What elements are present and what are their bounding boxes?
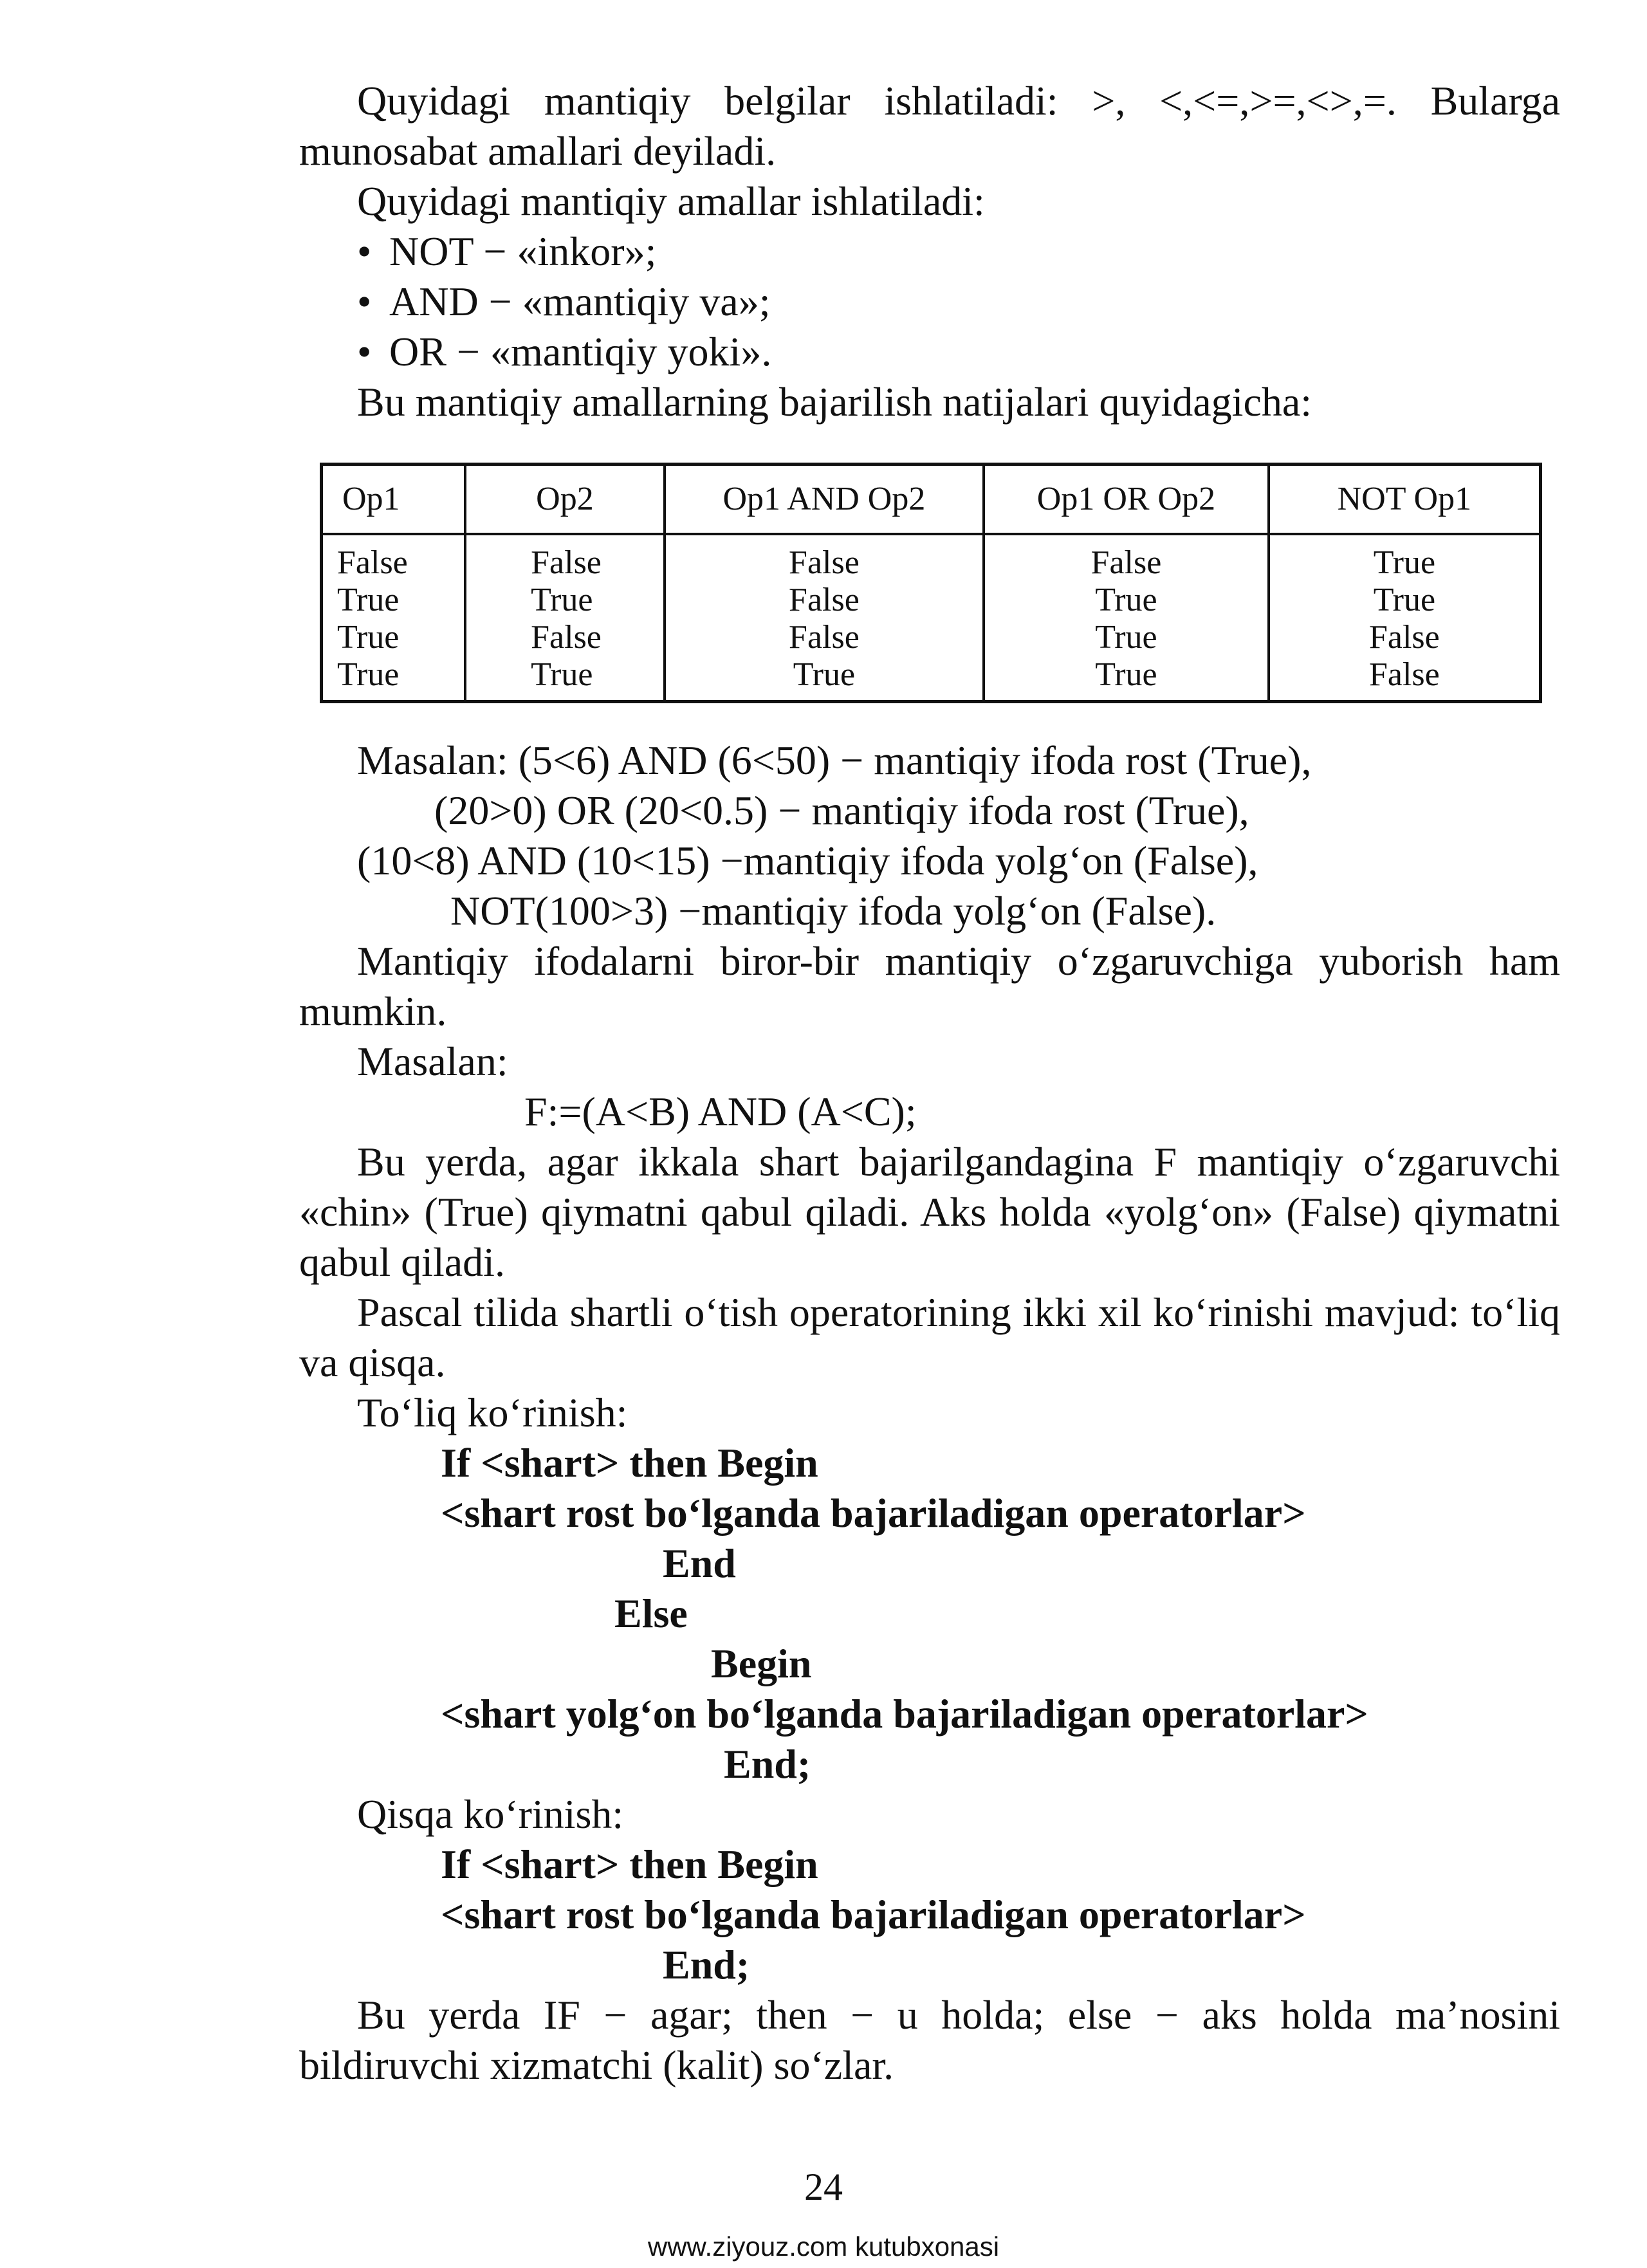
- table-cell: True: [984, 582, 1269, 619]
- bullet-dot: •: [357, 329, 372, 374]
- table-cell: False: [984, 534, 1269, 582]
- code-full-line-3: End: [663, 1540, 736, 1586]
- table-cell: True: [984, 656, 1269, 702]
- header-op2: Op2: [465, 465, 665, 535]
- bullet-text: NOT − «inkor»;: [389, 228, 657, 274]
- table-cell: True: [465, 582, 665, 619]
- code-short-line-2: <shart rost bo‘lganda bajariladigan operatorlar>: [441, 1892, 1306, 1937]
- bullet-not: [299, 226, 1560, 277]
- bullet-dot: •: [357, 228, 372, 274]
- paragraph-keywords: Bu yerda IF − agar; then − u holda; else − aks holda ma’nosini bildiruvchi xizmatchi (kalit) so‘zlar.: [299, 1992, 1560, 2088]
- code-full-line-4: Else: [614, 1590, 688, 1636]
- paragraph-pascal-forms: Pascal tilida shartli o‘tish operatorining ikki xil ko‘rinishi mavjud: to‘liq va qisqa.: [299, 1289, 1560, 1385]
- header-and: Op1 AND Op2: [665, 465, 984, 535]
- paragraph-short-form-label: Qisqa ko‘rinish:: [357, 1791, 624, 1837]
- table-cell: False: [665, 534, 984, 582]
- table-cell: True: [984, 619, 1269, 656]
- table-cell: False: [665, 582, 984, 619]
- header-not: NOT Op1: [1269, 465, 1541, 535]
- table-cell: False: [322, 534, 466, 582]
- truth-table-wrapper: [320, 463, 1560, 703]
- example-line-4: NOT(100>3) −mantiqiy ifoda yolg‘on (False).: [450, 888, 1217, 934]
- table-cell: True: [1269, 534, 1541, 582]
- table-cell: True: [322, 582, 466, 619]
- table-cell: False: [1269, 656, 1541, 702]
- bullet-and: [299, 277, 1560, 327]
- paragraph-explanation: Bu yerda, agar ikkala shart bajarilgandagina F mantiqiy o‘zgaruvchi «chin» (True) qiymatni qabul qiladi. Aks holda «yolg‘on» (False) qiymatni qabul qiladi.: [299, 1139, 1560, 1285]
- code-full-line-1: If <shart> then Begin: [441, 1440, 818, 1486]
- paragraph-masalan: Masalan:: [357, 1038, 508, 1084]
- table-row: [322, 582, 1541, 619]
- table-row: [322, 534, 1541, 582]
- truth-table-header-row: [322, 465, 1541, 535]
- table-cell: True: [322, 619, 466, 656]
- formula-line: F:=(A<B) AND (A<C);: [524, 1089, 917, 1134]
- code-full-line-2: <shart rost bo‘lganda bajariladigan operatorlar>: [441, 1490, 1306, 1536]
- bullet-or: [299, 327, 1560, 377]
- code-full-line-7: End;: [724, 1741, 811, 1787]
- table-cell: False: [665, 619, 984, 656]
- paragraph-full-form-label: To‘liq ko‘rinish:: [357, 1390, 628, 1435]
- bullet-dot: •: [357, 279, 372, 324]
- bullet-text: AND − «mantiqiy va»;: [389, 279, 771, 324]
- table-cell: False: [1269, 619, 1541, 656]
- table-cell: False: [465, 619, 665, 656]
- paragraph-relational-ops: Quyidagi mantiqiy belgilar ishlatiladi: >, <,<=,>=,<>,=. Bularga munosabat amallari deyiladi.: [299, 78, 1560, 174]
- header-op1: Op1: [322, 465, 466, 535]
- example-line-1: Masalan: (5<6) AND (6<50) − mantiqiy ifoda rost (True),: [357, 737, 1312, 783]
- code-full-line-5: Begin: [711, 1641, 812, 1686]
- bullet-text: OR − «mantiqiy yoki».: [389, 329, 772, 374]
- code-full-line-6: <shart yolg‘on bo‘lganda bajariladigan operatorlar>: [441, 1691, 1368, 1737]
- page-number: 24: [804, 2166, 843, 2208]
- header-or: Op1 OR Op2: [984, 465, 1269, 535]
- paragraph-logical-ops-intro: Quyidagi mantiqiy amallar ishlatiladi:: [357, 178, 985, 224]
- page-content: [299, 76, 1560, 2090]
- table-row: [322, 656, 1541, 702]
- table-cell: True: [1269, 582, 1541, 619]
- example-line-2: (20>0) OR (20<0.5) − mantiqiy ifoda rost (True),: [434, 788, 1249, 833]
- paragraph-assign-logical: Mantiqiy ifodalarni biror-bir mantiqiy o‘zgaruvchiga yuborish ham mumkin.: [299, 938, 1560, 1034]
- table-row: [322, 619, 1541, 656]
- footer-watermark: www.ziyouz.com kutubxonasi: [647, 2231, 1000, 2262]
- table-cell: True: [465, 656, 665, 702]
- table-cell: False: [465, 534, 665, 582]
- truth-table: [320, 463, 1542, 703]
- example-line-3: (10<8) AND (10<15) −mantiqiy ifoda yolg‘on (False),: [357, 838, 1258, 883]
- paragraph-results-intro: Bu mantiqiy amallarning bajarilish natijalari quyidagicha:: [357, 379, 1312, 425]
- code-short-line-1: If <shart> then Begin: [441, 1841, 818, 1887]
- table-cell: True: [665, 656, 984, 702]
- code-short-line-3: End;: [663, 1942, 750, 1987]
- table-cell: True: [322, 656, 466, 702]
